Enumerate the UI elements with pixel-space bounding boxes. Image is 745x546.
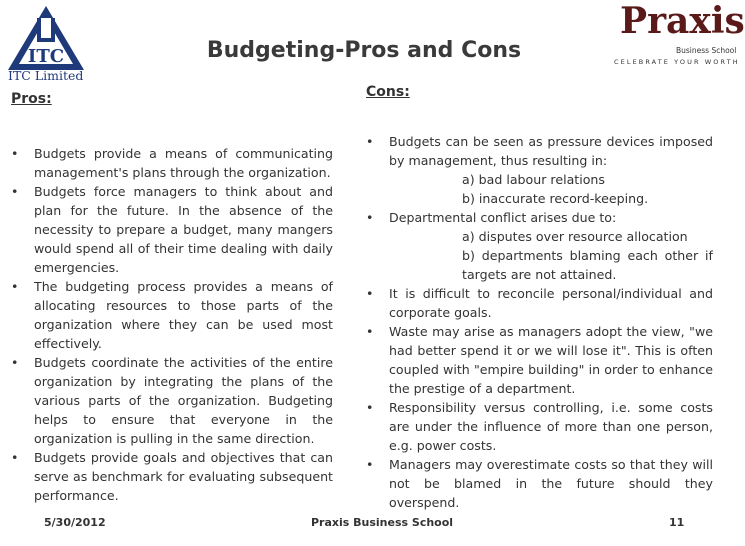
list-item — [11, 448, 333, 505]
list-item — [366, 132, 713, 208]
footer-school: Praxis Business School — [311, 516, 454, 529]
list-sub-item: a) bad labour relations — [462, 172, 605, 187]
bullet-icon: • — [11, 146, 19, 161]
list-item — [366, 455, 713, 512]
praxis-logo-tagline: CELEBRATE YOUR WORTH — [614, 58, 740, 66]
itc-logo-letters: ITC — [27, 46, 65, 67]
list-item — [366, 322, 713, 398]
cons-list — [366, 132, 713, 512]
list-item-text: Departmental conflict arises due to: — [389, 210, 617, 225]
list-sub-item: b) inaccurate record-keeping. — [462, 191, 649, 206]
bullet-icon: • — [366, 400, 374, 415]
list-item — [11, 277, 333, 353]
bullet-icon: • — [366, 134, 374, 149]
list-item-text: Managers may overestimate costs so that they will not be blamed in the future should they overspend. — [389, 457, 713, 510]
list-item-text: Budgets provide goals and objectives that can serve as benchmark for evaluating subsequent performance. — [34, 450, 333, 503]
list-item — [11, 182, 333, 277]
itc-caption: ITC Limited — [8, 68, 84, 83]
list-item-text: Responsibility versus controlling, i.e. some costs are under the influence of more than one person, e.g. power costs. — [389, 400, 713, 453]
praxis-logo-school: Business School — [676, 46, 737, 55]
list-item — [366, 398, 713, 455]
list-item-text: It is difficult to reconcile personal/individual and corporate goals. — [389, 286, 713, 320]
pros-list — [11, 144, 333, 505]
list-item — [11, 144, 333, 182]
bullet-icon: • — [11, 184, 19, 199]
list-item-text: Budgets provide a means of communicating management's plans through the organization. — [34, 146, 333, 180]
bullet-icon: • — [11, 279, 19, 294]
list-item — [366, 284, 713, 322]
list-item-text: Waste may arise as managers adopt the view, "we had better spend it or we will lose it". This is often coupled with "empire building" in order to enhance the prestige of a department. — [389, 324, 713, 396]
list-item-text: Budgets force managers to think about and plan for the future. In the absence of the necessity to prepare a budget, many mangers would spend all of their time dealing with daily emergencies. — [34, 184, 333, 275]
list-item — [11, 353, 333, 448]
bullet-icon: • — [366, 210, 374, 225]
list-item-text: Budgets coordinate the activities of the entire organization by integrating the plans of the various parts of the organization. Budgeting helps to ensure that everyone in the organization is pulling in the same direction. — [34, 355, 333, 446]
slide-title: Budgeting-Pros and Cons — [206, 38, 522, 63]
list-sub-item: a) disputes over resource allocation — [462, 229, 688, 244]
pros-heading: Pros: — [11, 91, 52, 107]
cons-heading: Cons: — [366, 84, 410, 100]
list-item-text: The budgeting process provides a means of allocating resources to those parts of the organization where they can be used most effectively. — [34, 279, 333, 351]
bullet-icon: • — [11, 450, 19, 465]
list-sub-item: b) departments blaming each other if targets are not attained. — [462, 248, 713, 282]
bullet-icon: • — [366, 324, 374, 339]
footer-page-number: 11 — [669, 516, 685, 529]
list-item — [366, 208, 713, 284]
bullet-icon: • — [366, 286, 374, 301]
bullet-icon: • — [366, 457, 374, 472]
praxis-logo-word: Praxis — [620, 0, 745, 42]
list-item-text: Budgets can be seen as pressure devices imposed by management, thus resulting in: — [389, 134, 713, 168]
bullet-icon: • — [11, 355, 19, 370]
footer-date: 5/30/2012 — [44, 516, 106, 529]
